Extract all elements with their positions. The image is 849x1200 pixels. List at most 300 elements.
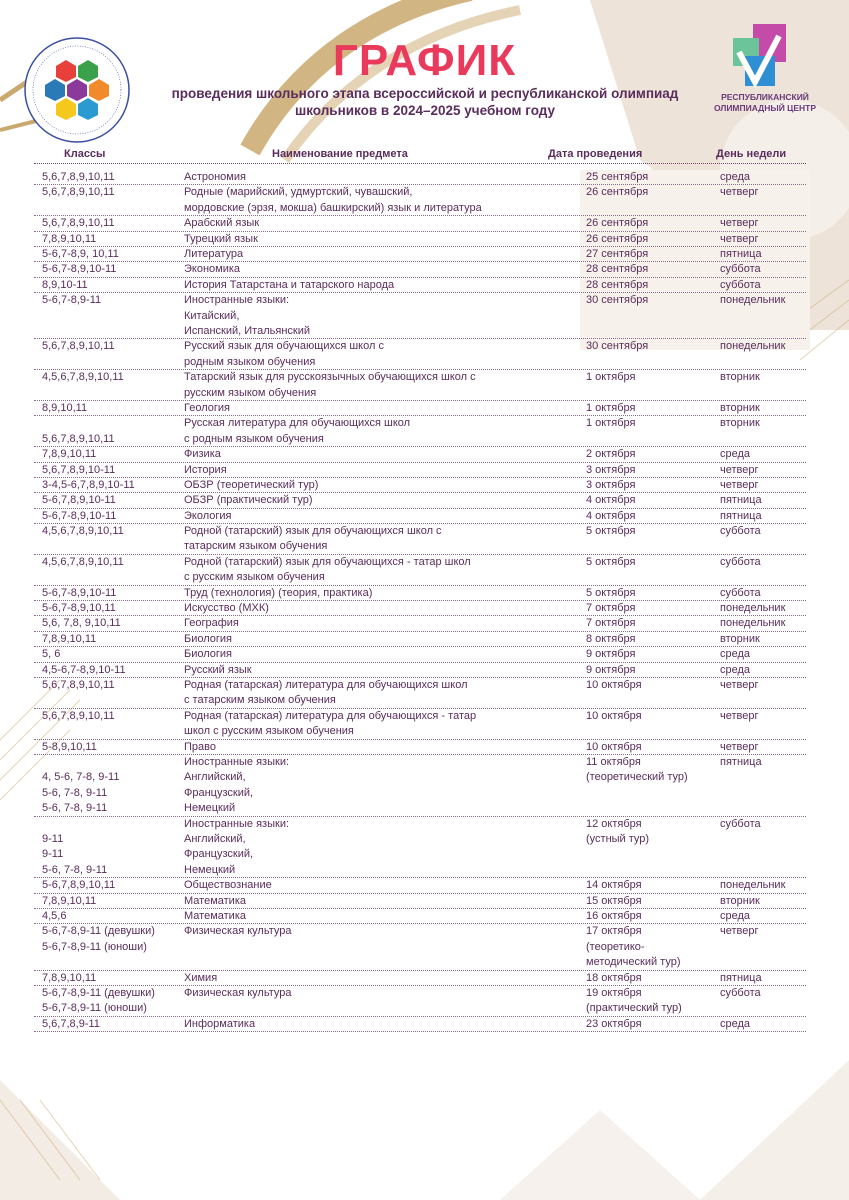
cell-line: пятница (720, 494, 762, 507)
cell-line: суббота (720, 586, 761, 599)
date-cell (586, 185, 648, 200)
weekday-cell (720, 555, 761, 570)
cell-line: суббота (720, 525, 761, 538)
cell-line: 1 октября (586, 401, 636, 414)
subject-cell (184, 616, 239, 631)
cell-line: 7 октября (586, 617, 636, 630)
cell-line: 9-11 (42, 848, 64, 861)
table-row (34, 370, 806, 401)
cell-line: татарским языком обучения (184, 540, 328, 553)
table-row (34, 1017, 806, 1032)
weekday-cell (720, 986, 761, 1001)
date-cell (586, 463, 635, 478)
cell-line: 2 октября (586, 448, 636, 461)
classes-cell (42, 262, 116, 277)
subject-cell (184, 1017, 255, 1032)
date-cell (586, 894, 642, 909)
logo-text-line: ОЛИМПИАДНЫЙ ЦЕНТР (713, 103, 817, 113)
cell-line: 5-6,7-8,9-11 (юноши) (42, 1002, 147, 1015)
weekday-cell (720, 909, 750, 924)
cell-line: среда (720, 909, 751, 922)
classes-cell (42, 663, 126, 678)
cell-line: Информатика (184, 1017, 256, 1030)
date-cell (586, 524, 635, 539)
classes-cell (42, 247, 119, 262)
cell-line: 8 октября (586, 632, 636, 645)
classes-cell (42, 370, 124, 385)
weekday-cell (720, 817, 761, 832)
cell-line: Литература (184, 247, 244, 260)
cell-line: 3-4,5-6,7,8,9,10-11 (42, 478, 135, 491)
date-cell (586, 678, 642, 693)
classes-cell (42, 740, 97, 755)
weekday-cell (720, 493, 762, 508)
classes-cell (42, 493, 116, 508)
cell-line: понедельник (720, 340, 786, 353)
cell-line: среда (720, 648, 751, 661)
table-row (34, 293, 806, 339)
cell-line: суббота (720, 817, 761, 830)
subject-cell (184, 232, 258, 247)
cell-line: 7,8,9,10,11 (42, 894, 97, 907)
cell-line: 26 сентября (586, 186, 649, 199)
cell-line: 5,6,7,8,9,10,11 (42, 186, 115, 199)
cell-line: 5, 6 (42, 648, 61, 661)
cell-line: Экономика (184, 263, 241, 276)
date-cell (586, 416, 635, 431)
subject-cell (184, 170, 246, 185)
cell-line: 7,8,9,10,11 (42, 232, 97, 245)
cell-line: Биология (184, 632, 233, 645)
date-cell (586, 493, 635, 508)
column-header-classes: Классы (64, 148, 106, 160)
cell-line: понедельник (720, 602, 786, 615)
subject-cell (184, 524, 442, 555)
cell-line: 27 сентября (586, 247, 649, 260)
subject-cell (184, 817, 289, 879)
weekday-cell (720, 416, 760, 431)
cell-line: с русским языком обучения (184, 571, 325, 584)
cell-line: 4,5,6,7,8,9,10,11 (42, 371, 124, 384)
cell-line: 5-6, 7-8, 9-11 (42, 802, 108, 815)
weekday-cell (720, 216, 759, 231)
cell-line: Труд (технология) (теория, практика) (184, 586, 373, 599)
date-cell (586, 616, 635, 631)
subject-cell (184, 894, 246, 909)
cell-line: мордовские (эрзя, мокша) башкирский) язык и литература (184, 201, 482, 214)
weekday-cell (720, 601, 785, 616)
table-row (34, 216, 806, 231)
cell-line: 5-6,7-8,9,10,11 (42, 602, 116, 615)
date-cell (586, 1017, 642, 1032)
cell-line: вторник (720, 632, 760, 645)
table-row (34, 632, 806, 647)
cell-line: Родной (татарский) язык для обучающихся школ с (184, 525, 442, 538)
cell-line: 5,6,7,8,9-11 (42, 1017, 100, 1030)
subject-cell (184, 709, 476, 740)
cell-line: Экология (184, 509, 232, 522)
column-header-date: Дата проведения (548, 148, 643, 160)
subject-cell (184, 401, 230, 416)
date-cell (586, 924, 681, 970)
cell-line: 5,6,7,8,9,10,11 (42, 709, 115, 722)
cell-line: Математика (184, 909, 246, 922)
cell-line: 5-6,7-8,9,10-11 (42, 509, 117, 522)
subject-cell (184, 509, 232, 524)
date-cell (586, 170, 648, 185)
weekday-cell (720, 971, 762, 986)
cell-line: среда (720, 171, 751, 183)
cell-line: Французский, (184, 786, 254, 799)
table-row (34, 755, 806, 817)
subject-cell (184, 185, 482, 216)
cell-line: 5,6,7,8,9,10,11 (42, 171, 115, 183)
cell-line: 4,5-6,7-8,9,10-11 (42, 663, 126, 676)
date-cell (586, 740, 642, 755)
cell-line: среда (720, 1017, 751, 1030)
cell-line: 8,9,10,11 (42, 401, 88, 414)
cell-line: 10 октября (586, 679, 642, 691)
subject-cell (184, 971, 217, 986)
cell-line: Татарский язык для русскоязычных обучающихся школ с (184, 371, 476, 384)
subject-cell (184, 555, 471, 586)
cell-line (42, 416, 115, 431)
table-row (34, 601, 806, 616)
date-cell (586, 447, 635, 462)
subject-cell (184, 647, 232, 662)
cell-line: Родные (марийский, удмуртский, чувашский, (184, 186, 413, 199)
cell-line: ОБЗР (практический тур) (184, 494, 313, 507)
cell-line: понедельник (720, 879, 786, 892)
weekday-cell (720, 463, 759, 478)
date-cell (586, 247, 648, 262)
cell-line (42, 755, 119, 770)
cell-line: Турецкий язык (184, 232, 258, 245)
cell-line: среда (720, 663, 751, 676)
cell-line: понедельник (720, 294, 786, 307)
classes-cell (42, 170, 115, 185)
subject-cell (184, 678, 468, 709)
olympiad-center-name (700, 92, 830, 114)
cell-line: с татарским языком обучения (184, 694, 336, 707)
cell-line: 26 сентября (586, 217, 649, 230)
cell-line: 5,6, 7,8, 9,10,11 (42, 617, 121, 630)
cell-line: 5,6,7,8,9,10,11 (42, 432, 115, 445)
cell-line: 7,8,9,10,11 (42, 632, 97, 645)
cell-line: (устный тур) (586, 832, 650, 845)
table-row (34, 663, 806, 678)
cell-line: среда (720, 448, 751, 461)
cell-line: 7,8,9,10,11 (42, 971, 97, 984)
classes-cell (42, 755, 119, 817)
date-cell (586, 509, 635, 524)
table-row (34, 401, 806, 416)
date-cell (586, 755, 688, 786)
cell-line: Обществознание (184, 879, 272, 892)
subject-cell (184, 293, 310, 339)
cell-line: 5-6,7-8,9-11 (юноши) (42, 940, 147, 953)
table-row (34, 493, 806, 508)
cell-line: 5-6,7-8,9-11 (девушки) (42, 986, 155, 999)
cell-line: 16 октября (586, 909, 642, 922)
cell-line: 26 сентября (586, 232, 649, 245)
cell-line: Английский, (184, 832, 246, 845)
classes-cell (42, 185, 115, 200)
cell-line: Испанский, Итальянский (184, 324, 310, 337)
subject-cell (184, 924, 292, 939)
date-cell (586, 278, 648, 293)
subject-cell (184, 740, 216, 755)
cell-line: 5-6, 7-8, 9-11 (42, 786, 108, 799)
table-row (34, 555, 806, 586)
subject-cell (184, 447, 221, 462)
cell-line: 10 октября (586, 709, 642, 722)
table-row (34, 616, 806, 631)
date-cell (586, 478, 635, 493)
classes-cell (42, 293, 101, 308)
date-cell (586, 339, 648, 354)
weekday-cell (720, 632, 760, 647)
table-row (34, 509, 806, 524)
cell-line: пятница (720, 971, 762, 984)
date-cell (586, 909, 642, 924)
subject-cell (184, 586, 372, 601)
cell-line: История Татарстана и татарского народа (184, 278, 395, 291)
date-cell (586, 601, 635, 616)
cell-line: Английский, (184, 771, 246, 784)
weekday-cell (720, 663, 750, 678)
subject-cell (184, 339, 384, 370)
table-row (34, 586, 806, 601)
cell-line: 5-6,7-8,9,10-11 (42, 586, 117, 599)
page-title: ГРАФИК (332, 36, 517, 85)
cell-line: 5-6,7-8,9, 10,11 (42, 247, 119, 260)
cell-line: Немецкий (184, 802, 236, 815)
cell-line: 9 октября (586, 648, 636, 661)
date-cell (586, 370, 635, 385)
cell-line: 4, 5-6, 7-8, 9-11 (42, 771, 120, 784)
classes-cell (42, 971, 96, 986)
cell-line: 28 сентября (586, 278, 649, 291)
weekday-cell (720, 740, 759, 755)
cell-line: 10 октября (586, 740, 642, 753)
classes-cell (42, 817, 107, 879)
table-row (34, 463, 806, 478)
table-row (34, 232, 806, 247)
classes-cell (42, 278, 88, 293)
cell-line: 19 октября (586, 986, 642, 999)
cell-line: 5-6,7,8,9,10-11 (42, 494, 116, 507)
classes-cell (42, 632, 96, 647)
schedule-table (34, 170, 806, 1032)
cell-line: суббота (720, 263, 761, 276)
date-cell (586, 878, 642, 893)
cell-line: ОБЗР (теоретический тур) (184, 478, 319, 491)
subject-cell (184, 463, 227, 478)
cell-line: Химия (184, 971, 218, 984)
cell-line: четверг (720, 217, 759, 230)
weekday-cell (720, 278, 761, 293)
cell-line: 30 сентября (586, 340, 649, 353)
cell-line: Русский язык для обучающихся школ с (184, 340, 384, 353)
table-header (34, 147, 806, 164)
cell-line: четверг (720, 925, 759, 938)
cell-line: Иностранные языки: (184, 755, 290, 768)
cell-line: Родной (татарский) язык для обучающихся - татар школ (184, 555, 471, 568)
subject-cell (184, 278, 394, 293)
table-row (34, 247, 806, 262)
classes-cell (42, 986, 155, 1017)
cell-line: 15 октября (586, 894, 642, 907)
weekday-cell (720, 247, 762, 262)
cell-line: Немецкий (184, 863, 236, 876)
cell-line: 17 октября (586, 925, 642, 938)
cell-line: четверг (720, 679, 759, 691)
table-row (34, 971, 806, 986)
cell-line: История (184, 463, 227, 476)
subject-cell (184, 262, 240, 277)
cell-line: 28 сентября (586, 263, 649, 276)
subject-cell (184, 478, 318, 493)
classes-cell (42, 1017, 100, 1032)
cell-line: Русский язык (184, 663, 252, 676)
date-cell (586, 647, 635, 662)
classes-cell (42, 647, 60, 662)
weekday-cell (720, 401, 760, 416)
weekday-cell (720, 232, 759, 247)
date-cell (586, 216, 648, 231)
cell-line: вторник (720, 894, 760, 907)
subject-cell (184, 663, 252, 678)
cell-line: (практический тур) (586, 1002, 682, 1015)
weekday-cell (720, 924, 759, 939)
cell-line: 4,5,6,7,8,9,10,11 (42, 555, 124, 568)
table-row (34, 278, 806, 293)
subject-cell (184, 216, 259, 231)
cell-line: География (184, 617, 239, 630)
weekday-cell (720, 370, 760, 385)
weekday-cell (720, 678, 759, 693)
date-cell (586, 293, 648, 308)
classes-cell (42, 924, 155, 970)
cell-line: пятница (720, 247, 762, 260)
date-cell (586, 709, 642, 724)
date-cell (586, 401, 635, 416)
cell-line: 7 октября (586, 602, 636, 615)
cell-line: 5-6,7-8,9,10-11 (42, 263, 117, 276)
table-row (34, 678, 806, 709)
table-row (34, 986, 806, 1017)
table-row (34, 185, 806, 216)
cell-line: 5,6,7,8,9,10-11 (42, 463, 116, 476)
cell-line: 11 октября (586, 755, 641, 768)
subject-cell (184, 247, 243, 262)
cell-line: четверг (720, 463, 759, 476)
table-row (34, 924, 806, 970)
classes-cell (42, 894, 96, 909)
classes-cell (42, 478, 135, 493)
cell-line: Искусство (МХК) (184, 602, 269, 615)
weekday-cell (720, 509, 762, 524)
weekday-cell (720, 170, 750, 185)
cell-line: Физическая культура (184, 925, 292, 938)
date-cell (586, 971, 642, 986)
cell-line: вторник (720, 417, 760, 430)
cell-line: суббота (720, 986, 761, 999)
subject-cell (184, 755, 289, 817)
cell-line: четверг (720, 740, 759, 753)
cell-line: 4,5,6,7,8,9,10,11 (42, 525, 124, 538)
classes-cell (42, 524, 124, 539)
table-row (34, 647, 806, 662)
table-row (34, 709, 806, 740)
classes-cell (42, 909, 66, 924)
cell-line: (теоретический тур) (586, 771, 688, 784)
cell-line: Иностранные языки: (184, 817, 290, 830)
subtitle-line: проведения школьного этапа всероссийской и республиканской олимпиад (171, 86, 679, 101)
cell-line: суббота (720, 278, 761, 291)
logo-text-line: РЕСПУБЛИКАНСКИЙ (721, 92, 809, 102)
weekday-cell (720, 586, 761, 601)
table-row (34, 909, 806, 924)
date-cell (586, 663, 635, 678)
cell-line: 4 октября (586, 509, 636, 522)
table-row (34, 878, 806, 893)
cell-line: Физика (184, 448, 221, 461)
cell-line: методический тур) (586, 956, 681, 969)
classes-cell (42, 601, 116, 616)
weekday-cell (720, 878, 785, 893)
classes-cell (42, 447, 96, 462)
classes-cell (42, 616, 121, 631)
weekday-cell (720, 339, 785, 354)
cell-line: четверг (720, 478, 759, 491)
cell-line: 23 октября (586, 1017, 642, 1030)
subject-cell (184, 601, 269, 616)
cell-line: 12 октября (586, 817, 642, 830)
cell-line: Физическая культура (184, 986, 292, 999)
classes-cell (42, 555, 124, 570)
cell-line: Иностранные языки: (184, 294, 290, 307)
cell-line: Русская литература для обучающихся школ (184, 417, 411, 430)
table-row (34, 740, 806, 755)
table-row (34, 339, 806, 370)
subtitle-line: школьников в 2024–2025 учебном году (294, 103, 556, 118)
cell-line (42, 955, 155, 970)
cell-line: 25 сентября (586, 171, 649, 183)
cell-line: Родная (татарская) литература для обучающихся школ (184, 679, 468, 691)
subject-cell (184, 909, 246, 924)
classes-cell (42, 216, 115, 231)
cell-line: родным языком обучения (184, 355, 316, 368)
cell-line: 7,8,9,10,11 (42, 448, 97, 461)
column-header-subject: Наименование предмета (272, 148, 408, 160)
weekday-cell (720, 447, 750, 462)
cell-line: четверг (720, 232, 759, 245)
cell-line: Арабский язык (184, 217, 260, 230)
cell-line: четверг (720, 709, 759, 722)
cell-line: Астрономия (184, 171, 246, 183)
subject-cell (184, 370, 476, 401)
classes-cell (42, 586, 116, 601)
table-row (34, 447, 806, 462)
table-row (34, 894, 806, 909)
column-header-weekday: День недели (716, 148, 787, 160)
weekday-cell (720, 709, 759, 724)
cell-line: 1 октября (586, 371, 636, 384)
cell-line: школ с русским языком обучения (184, 725, 354, 738)
date-cell (586, 262, 648, 277)
